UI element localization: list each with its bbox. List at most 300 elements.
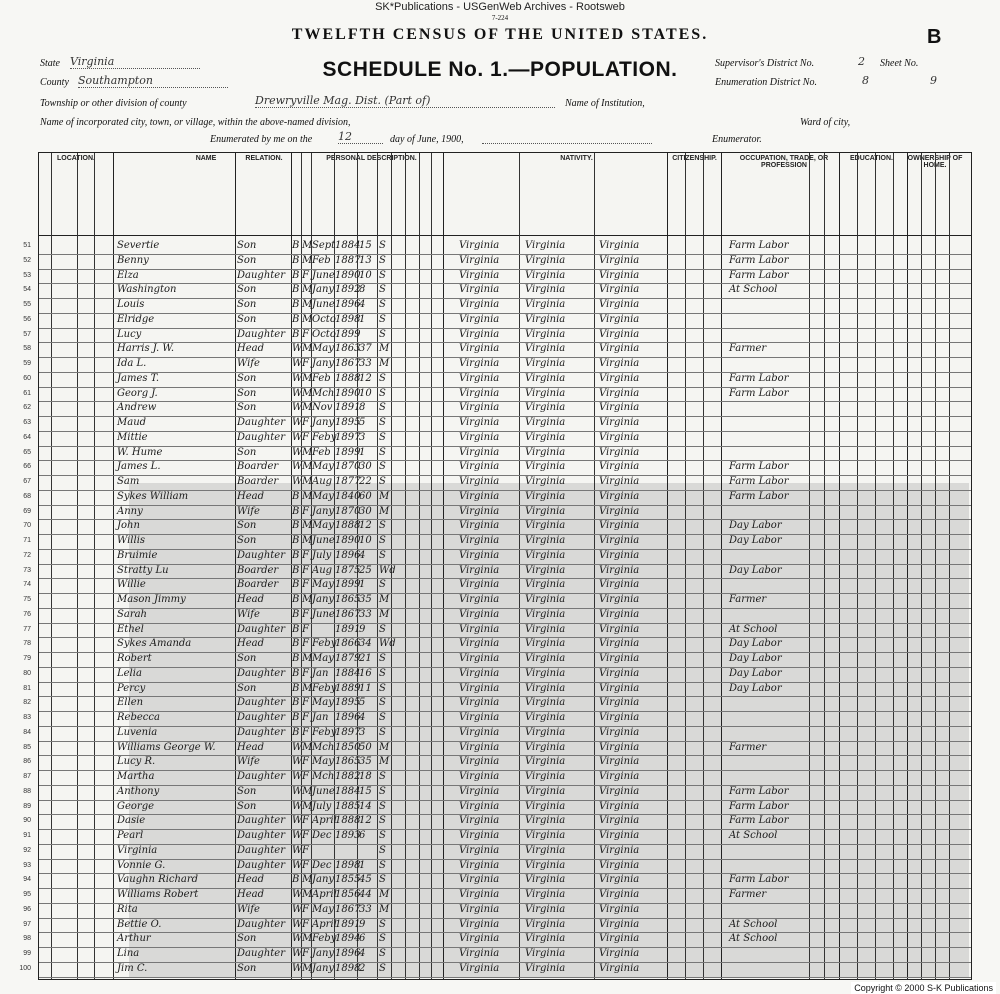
birth-year-cell: 1898 [335,859,361,871]
race-cell: B [292,638,300,650]
relation-cell: Head [237,741,265,753]
sex-cell: M [302,653,313,664]
age-cell: 4 [359,948,366,959]
person-name-cell: Elridge [117,313,155,325]
birthplace-cell: Virginia [459,476,500,487]
relation-cell: Son [237,800,257,812]
father-birthplace-cell: Virginia [525,638,566,650]
birth-month-cell: June [312,785,335,797]
birth-month-cell: Nov [312,402,333,414]
occupation-cell: Farmer [729,741,767,753]
birth-year-cell: 1885 [335,800,361,812]
birth-year-cell: 1890 [335,269,361,281]
mother-birthplace-cell: Virginia [599,402,640,414]
relation-cell: Head [237,490,265,502]
race-cell: W [292,446,303,458]
person-name-cell: Robert [117,653,152,664]
birthplace-cell: Virginia [459,785,500,797]
relation-cell: Daughter [237,431,285,443]
marital-status-cell: M [379,889,390,900]
relation-cell: Wife [237,608,260,620]
birth-month-cell: July [312,800,332,812]
relation-cell: Daughter [237,948,285,959]
father-birthplace-cell: Virginia [525,800,566,812]
father-birthplace-cell: Virginia [525,756,566,768]
birth-month-cell: Jany [312,284,335,296]
birth-month-cell: Feb [312,372,331,384]
birth-year-cell: 1882 [335,771,361,782]
relation-cell: Son [237,682,257,694]
relation-cell: Daughter [237,667,285,679]
father-birthplace-cell: Virginia [525,387,566,399]
marital-status-cell: S [379,726,386,738]
birth-month-cell: Mch [312,771,335,782]
birth-month-cell: May [312,520,334,532]
birth-year-cell: 1865 [335,756,361,768]
occupation-cell: Farm Labor [729,476,789,487]
marital-status-cell: S [379,623,386,635]
marital-status-cell: M [379,358,390,369]
line-number: 62 [23,404,31,412]
person-name-cell: W. Hume [117,446,163,458]
person-name-cell: Ellen [117,697,144,709]
mother-birthplace-cell: Virginia [599,284,640,296]
race-cell: W [292,476,303,487]
person-name-cell: Percy [117,682,146,694]
mother-birthplace-cell: Virginia [599,712,640,723]
race-cell: B [292,564,300,576]
birth-month-cell: Sept [312,240,336,251]
birth-year-cell: 1889 [335,682,361,694]
person-name-cell: Washington [117,284,177,296]
birth-year-cell: 1888 [335,815,361,827]
birth-month-cell: Jany [312,358,335,369]
mother-birthplace-cell: Virginia [599,564,640,576]
birth-month-cell: June [312,269,335,281]
relation-cell: Daughter [237,269,285,281]
race-cell: W [292,417,303,428]
mother-birthplace-cell: Virginia [599,889,640,900]
age-cell: 33 [359,608,372,620]
birth-year-cell: 1888 [335,520,361,532]
birthplace-cell: Virginia [459,446,500,458]
birth-year-cell: 1887 [335,254,361,266]
person-name-cell: Sarah [117,608,147,620]
age-cell: 15 [359,785,372,797]
race-cell: B [292,623,300,635]
sex-cell: M [302,682,313,694]
birth-year-cell: 1892 [335,284,361,296]
birthplace-cell: Virginia [459,358,500,369]
age-cell: 37 [359,343,372,355]
mother-birthplace-cell: Virginia [599,608,640,620]
birth-year-cell: 1895 [335,417,361,428]
line-number: 90 [23,817,31,825]
father-birthplace-cell: Virginia [525,962,566,974]
copyright-notice: Copyright © 2000 S-K Publications [851,982,996,994]
line-number: 70 [23,522,31,530]
name-heading: NAME [195,155,217,162]
birth-year-cell: 1884 [335,667,361,679]
mother-birthplace-cell: Virginia [599,505,640,517]
mother-birthplace-cell: Virginia [599,962,640,974]
relation-cell: Daughter [237,623,285,635]
person-name-cell: Virginia [117,844,158,856]
birthplace-cell: Virginia [459,903,500,915]
line-number: 54 [23,286,31,294]
marital-status-cell: M [379,594,390,605]
relation-heading: RELATION. [245,155,283,162]
person-name-cell: Martha [117,771,155,782]
mother-birthplace-cell: Virginia [599,933,640,945]
marital-status-cell: S [379,579,386,591]
mother-birthplace-cell: Virginia [599,667,640,679]
mother-birthplace-cell: Virginia [599,461,640,473]
relation-cell: Head [237,343,265,355]
race-cell: B [292,653,300,664]
sheet-value: 9 [930,74,937,87]
birth-month-cell: Octo [312,328,336,340]
father-birthplace-cell: Virginia [525,343,566,355]
age-cell: 33 [359,358,372,369]
line-number: 75 [23,596,31,603]
race-cell: B [292,682,300,694]
marital-status-cell: S [379,402,386,414]
relation-cell: Son [237,313,257,325]
sex-cell: F [302,859,309,871]
marital-status-cell: S [379,830,386,841]
person-name-cell: George [117,800,155,812]
marital-status-cell: S [379,284,386,296]
sex-cell: M [302,490,313,502]
age-cell: 21 [359,653,372,664]
occupation-cell: Day Labor [729,653,782,664]
person-name-cell: Sam [117,476,140,487]
sex-cell: F [302,328,309,340]
father-birthplace-cell: Virginia [525,933,566,945]
marital-status-cell: S [379,859,386,871]
age-cell: 9 [359,918,366,930]
age-cell: 44 [359,889,372,900]
birth-month-cell: May [312,579,334,591]
birth-year-cell: 1884 [335,785,361,797]
enumerated-day: 12 [338,130,383,144]
relation-cell: Boarder [237,461,279,473]
mother-birthplace-cell: Virginia [599,771,640,782]
father-birthplace-cell: Virginia [525,771,566,782]
birth-year-cell: 1863 [335,343,361,355]
sex-cell: F [302,549,309,561]
relation-cell: Daughter [237,697,285,709]
age-cell: 6 [359,933,366,945]
marital-status-cell: S [379,933,386,945]
birthplace-cell: Virginia [459,372,500,384]
birthplace-cell: Virginia [459,771,500,782]
occupation-cell: Day Labor [729,667,782,679]
sex-cell: F [302,358,309,369]
person-name-cell: Harris J. W. [117,343,175,355]
relation-cell: Son [237,299,257,310]
age-cell: 1 [359,446,366,458]
line-number: 74 [23,581,31,589]
person-name-cell: Arthur [117,933,151,945]
marital-status-cell: S [379,800,386,812]
sex-cell: M [302,299,313,310]
race-cell: W [292,785,303,797]
relation-cell: Son [237,387,257,399]
birth-month-cell: June [312,535,335,546]
race-cell: W [292,948,303,959]
state-value: Virginia [70,55,200,69]
father-birthplace-cell: Virginia [525,726,566,738]
line-number: 80 [23,669,31,677]
person-name-cell: Rebecca [117,712,160,723]
line-number: 86 [23,758,31,766]
birthplace-cell: Virginia [459,859,500,871]
marital-status-cell: S [379,918,386,930]
relation-cell: Boarder [237,564,279,576]
relation-cell: Boarder [237,476,279,487]
race-cell: W [292,933,303,945]
person-name-cell: Williams Robert [117,889,199,900]
birthplace-cell: Virginia [459,933,500,945]
relation-cell: Son [237,962,257,974]
line-number: 77 [23,625,31,633]
enumerator-label: Enumerator. [712,134,762,145]
birth-year-cell: 1877 [335,476,361,487]
race-cell: W [292,844,303,856]
race-cell: B [292,667,300,679]
relation-cell: Son [237,785,257,797]
enumerated-label: Enumerated by me on the [210,134,313,145]
father-birthplace-cell: Virginia [525,269,566,281]
birthplace-cell: Virginia [459,240,500,251]
father-birthplace-cell: Virginia [525,741,566,753]
father-birthplace-cell: Virginia [525,682,566,694]
birth-month-cell: Jany [312,594,335,605]
birth-year-cell: 1891 [335,402,361,414]
line-number: 81 [23,684,31,692]
line-number: 57 [23,330,31,338]
person-name-cell: Mason Jimmy [117,594,186,605]
enumeration-label: Enumeration District No. [715,77,817,88]
line-number: 68 [23,492,31,500]
relation-cell: Son [237,653,257,664]
person-name-cell: James T. [117,372,160,384]
marital-status-cell: S [379,667,386,679]
birth-year-cell: 1898 [335,313,361,325]
state-label: State [40,58,60,69]
personal-heading: PERSONAL DESCRIPTION. [326,155,417,162]
father-birthplace-cell: Virginia [525,874,566,886]
marital-status-cell: M [379,608,390,620]
birthplace-cell: Virginia [459,535,500,546]
birth-month-cell: Feby [312,933,337,945]
sex-cell: F [302,815,309,827]
relation-cell: Wife [237,756,260,768]
race-cell: W [292,771,303,782]
relation-cell: Daughter [237,844,285,856]
birth-year-cell: 1870 [335,505,361,517]
race-cell: B [292,874,300,886]
age-cell: 35 [359,594,372,605]
age-cell: 33 [359,903,372,915]
birth-month-cell: Octo [312,313,336,325]
occupation-cell: At School [729,284,778,296]
father-birthplace-cell: Virginia [525,889,566,900]
sex-cell: F [302,269,309,281]
birth-month-cell: Jany [312,962,335,974]
race-cell: W [292,918,303,930]
father-birthplace-cell: Virginia [525,284,566,296]
father-birthplace-cell: Virginia [525,358,566,369]
person-name-cell: Ethel [117,623,144,635]
line-number: 63 [23,419,31,426]
relation-cell: Daughter [237,726,285,738]
father-birthplace-cell: Virginia [525,254,566,266]
age-cell: 45 [359,874,372,886]
father-birthplace-cell: Virginia [525,859,566,871]
marital-status-cell: S [379,240,386,251]
birth-year-cell: 1890 [335,535,361,546]
birth-year-cell: 1897 [335,431,361,443]
father-birthplace-cell: Virginia [525,667,566,679]
mother-birthplace-cell: Virginia [599,800,640,812]
birth-year-cell: 1850 [335,741,361,753]
age-cell: 8 [359,402,366,414]
line-number: 60 [23,374,31,382]
birthplace-cell: Virginia [459,328,500,340]
person-name-cell: Willie [117,579,146,591]
relation-cell: Wife [237,505,260,517]
birthplace-cell: Virginia [459,844,500,856]
occupation-cell: Farm Labor [729,254,789,266]
person-name-cell: John [117,520,140,532]
father-birthplace-cell: Virginia [525,815,566,827]
line-number: 83 [23,714,31,721]
sex-cell: F [302,903,309,915]
father-birthplace-cell: Virginia [525,402,566,414]
birth-month-cell: May [312,343,334,355]
person-name-cell: Dasie [117,815,146,827]
person-name-cell: Elza [117,269,139,281]
relation-cell: Daughter [237,830,285,841]
supervisor-label: Supervisor's District No. [715,58,815,69]
line-number: 95 [23,891,31,898]
marital-status-cell: S [379,446,386,458]
birth-month-cell: Aug [312,476,333,487]
marital-status-cell: S [379,254,386,266]
person-name-cell: Willis [117,535,146,546]
person-name-cell: Bettie O. [117,918,162,930]
township-value: Drewryville Mag. Dist. (Part of) [255,94,555,108]
occupation-cell: Day Labor [729,520,782,532]
race-cell: B [292,313,300,325]
father-birthplace-cell: Virginia [525,697,566,709]
mother-birthplace-cell: Virginia [599,490,640,502]
mother-birthplace-cell: Virginia [599,682,640,694]
header-rule [39,235,971,236]
age-cell: 14 [359,800,372,812]
age-cell: 60 [359,490,372,502]
county-value: Southampton [78,74,228,88]
race-cell: W [292,903,303,915]
race-cell: B [292,328,300,340]
father-birthplace-cell: Virginia [525,948,566,959]
marital-status-cell: S [379,771,386,782]
birth-year-cell: 1856 [335,889,361,900]
mother-birthplace-cell: Virginia [599,240,640,251]
race-cell: W [292,402,303,414]
occupation-cell: Day Labor [729,564,782,576]
marital-status-cell: M [379,756,390,768]
father-birthplace-cell: Virginia [525,313,566,325]
marital-status-cell: S [379,417,386,428]
father-birthplace-cell: Virginia [525,240,566,251]
birth-year-cell: 1867 [335,608,361,620]
birthplace-cell: Virginia [459,461,500,473]
occupation-cell: Farm Labor [729,387,789,399]
age-cell: 12 [359,815,372,827]
occupation-cell: Day Labor [729,535,782,546]
birth-year-cell: 1896 [335,549,361,561]
birthplace-cell: Virginia [459,697,500,709]
mother-birthplace-cell: Virginia [599,476,640,487]
mother-birthplace-cell: Virginia [599,859,640,871]
race-cell: W [292,800,303,812]
birth-year-cell: 1899 [335,328,361,340]
birth-year-cell: 1879 [335,653,361,664]
person-name-cell: Ida L. [117,358,147,369]
birthplace-cell: Virginia [459,431,500,443]
birth-month-cell: Jany [312,505,335,517]
line-number: 72 [23,551,31,559]
person-name-cell: James L. [117,461,161,473]
citizenship-heading: CITIZENSHIP. [672,155,717,162]
birth-month-cell: May [312,490,334,502]
birthplace-cell: Virginia [459,284,500,296]
sex-cell: M [302,962,313,974]
mother-birthplace-cell: Virginia [599,697,640,709]
township-label: Township or other division of county [40,98,187,109]
age-cell: 10 [359,387,372,399]
population-table [19,152,972,980]
age-cell: 4 [359,549,366,561]
line-number: 71 [23,537,31,544]
birth-month-cell: May [312,697,334,709]
race-cell: B [292,520,300,532]
line-number: 53 [23,271,31,279]
birth-year-cell: 1891 [335,918,361,930]
birth-month-cell: May [312,903,334,915]
birthplace-cell: Virginia [459,520,500,532]
mother-birthplace-cell: Virginia [599,623,640,635]
father-birthplace-cell: Virginia [525,623,566,635]
father-birthplace-cell: Virginia [525,431,566,443]
line-number: 87 [23,773,31,780]
birth-year-cell: 1884 [335,240,361,251]
race-cell: W [292,741,303,753]
relation-cell: Son [237,535,257,546]
birthplace-cell: Virginia [459,490,500,502]
birth-month-cell: Dec [312,859,332,871]
sex-cell: F [302,667,309,679]
race-cell: B [292,579,300,591]
birth-month-cell: Mch [312,741,335,753]
line-number: 89 [23,802,31,810]
marital-status-cell: S [379,299,386,310]
mother-birthplace-cell: Virginia [599,785,640,797]
